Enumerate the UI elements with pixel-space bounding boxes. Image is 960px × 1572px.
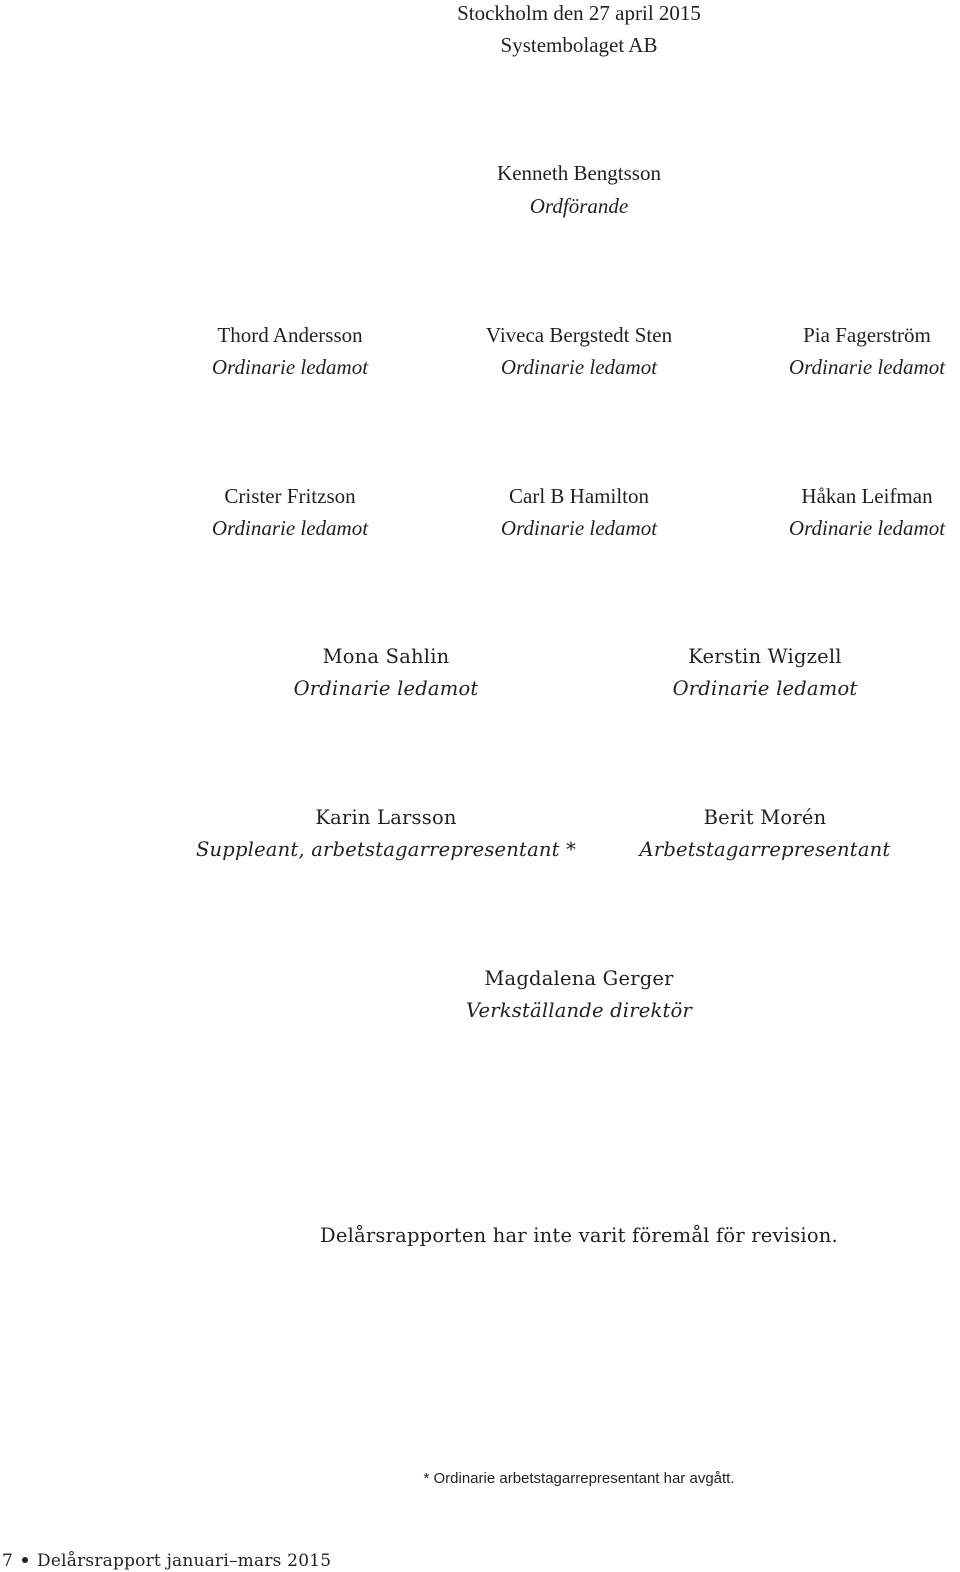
signer-role: Verkställande direktör [465,999,693,1022]
signer-role: Ordinarie ledamot [500,355,658,379]
signer-name: Carl B Hamilton [509,484,649,508]
signer-role: Ordinarie ledamot [500,516,658,540]
company-name: Systembolaget AB [500,33,658,57]
signer-role: Ordinarie ledamot [788,355,946,379]
signer-name: Pia Fagerström [803,323,931,347]
signer-name: Viveca Bergstedt Sten [485,323,673,347]
signer-name: Håkan Leifman [801,484,933,508]
report-title: Delårsrapport januari–mars 2015 [37,1551,332,1571]
signer-role: Ordförande [529,194,629,218]
bullet-icon [22,1557,28,1563]
signer-name: Kenneth Bengtsson [497,161,661,185]
signer-role: Ordinarie ledamot [788,516,946,540]
signer-role: Ordinarie ledamot [293,677,479,700]
audit-note: Delårsrapporten har inte varit föremål för revision. [320,1224,838,1247]
signer-role: Arbetstagarrepresentant [639,838,891,861]
page-footer [2,1550,331,1572]
signer-role: Ordinarie ledamot [211,355,369,379]
signer-name: Kerstin Wigzell [688,645,842,668]
signer-name: Karin Larsson [315,806,457,829]
signer-name: Thord Andersson [217,323,363,347]
signer-name: Magdalena Gerger [484,967,674,990]
place-date: Stockholm den 27 april 2015 [457,1,701,25]
signer-role: Ordinarie ledamot [211,516,369,540]
footnote: * Ordinarie arbetstagarrepresentant har avgått. [423,1470,735,1487]
signer-role: Ordinarie ledamot [672,677,858,700]
signer-name: Berit Morén [703,806,827,829]
signer-name: Crister Fritzson [224,484,356,508]
signer-name: Mona Sahlin [322,645,450,668]
page-number: 7 [2,1551,14,1571]
signer-role: Suppleant, arbetstagarrepresentant * [195,838,577,861]
